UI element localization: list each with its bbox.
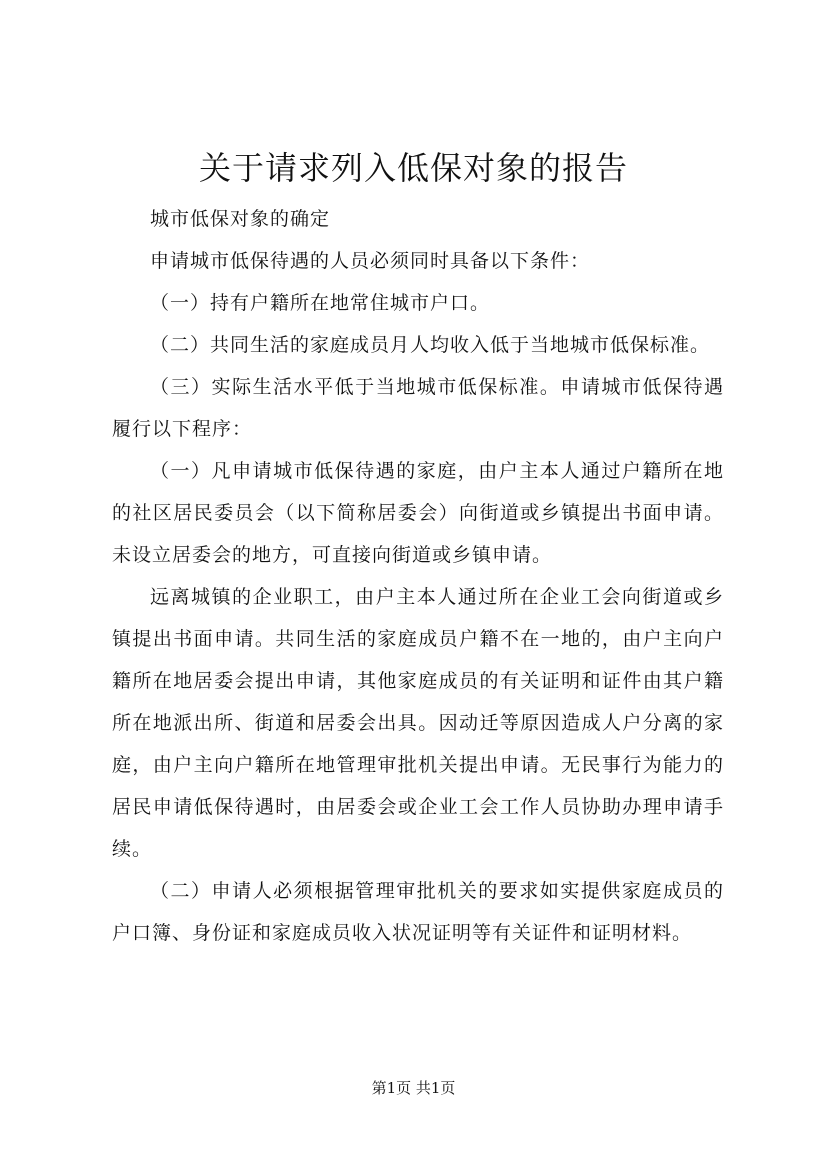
document-body bbox=[112, 198, 724, 954]
paragraph-procedure-1: （一）凡申请城市低保待遇的家庭，由户主本人通过户籍所在地的社区居民委员会（以下简称居委会）向街道或乡镇提出书面申请。未设立居委会的地方，可直接向街道或乡镇申请。 bbox=[112, 460, 724, 566]
paragraph-condition-1: （一）持有户籍所在地常住城市户口。 bbox=[150, 292, 491, 314]
document-title: 关于请求列入低保对象的报告 bbox=[198, 149, 628, 187]
paragraph-conditions-intro: 申请城市低保待遇的人员必须同时具备以下条件： bbox=[150, 250, 591, 272]
paragraph-section-heading: 城市低保对象的确定 bbox=[150, 208, 331, 230]
page-footer: 第1页 共1页 bbox=[371, 1079, 456, 1097]
paragraph-remote-workers: 远离城镇的企业职工，由户主本人通过所在企业工会向街道或乡镇提出书面申请。共同生活的家庭成员户籍不在一地的，由户主向户籍所在地居委会提出申请，其他家庭成员的有关证明和证件由其户籍所在地派出所、街道和居委会出具。因动迁等原因造成人户分离的家庭，由户主向户籍所在地管理审批机关提出申请。无民事行为能力的居民申请低保待遇时，由居委会或企业工会工作人员协助办理申请手续。 bbox=[112, 586, 724, 860]
paragraph-condition-3: （三）实际生活水平低于当地城市低保标准。申请城市低保待遇履行以下程序： bbox=[112, 376, 724, 440]
paragraph-procedure-2: （二）申请人必须根据管理审批机关的要求如实提供家庭成员的户口簿、身份证和家庭成员收入状况证明等有关证件和证明材料。 bbox=[112, 880, 724, 944]
paragraph-condition-2: （二）共同生活的家庭成员月人均收入低于当地城市低保标准。 bbox=[150, 334, 711, 356]
